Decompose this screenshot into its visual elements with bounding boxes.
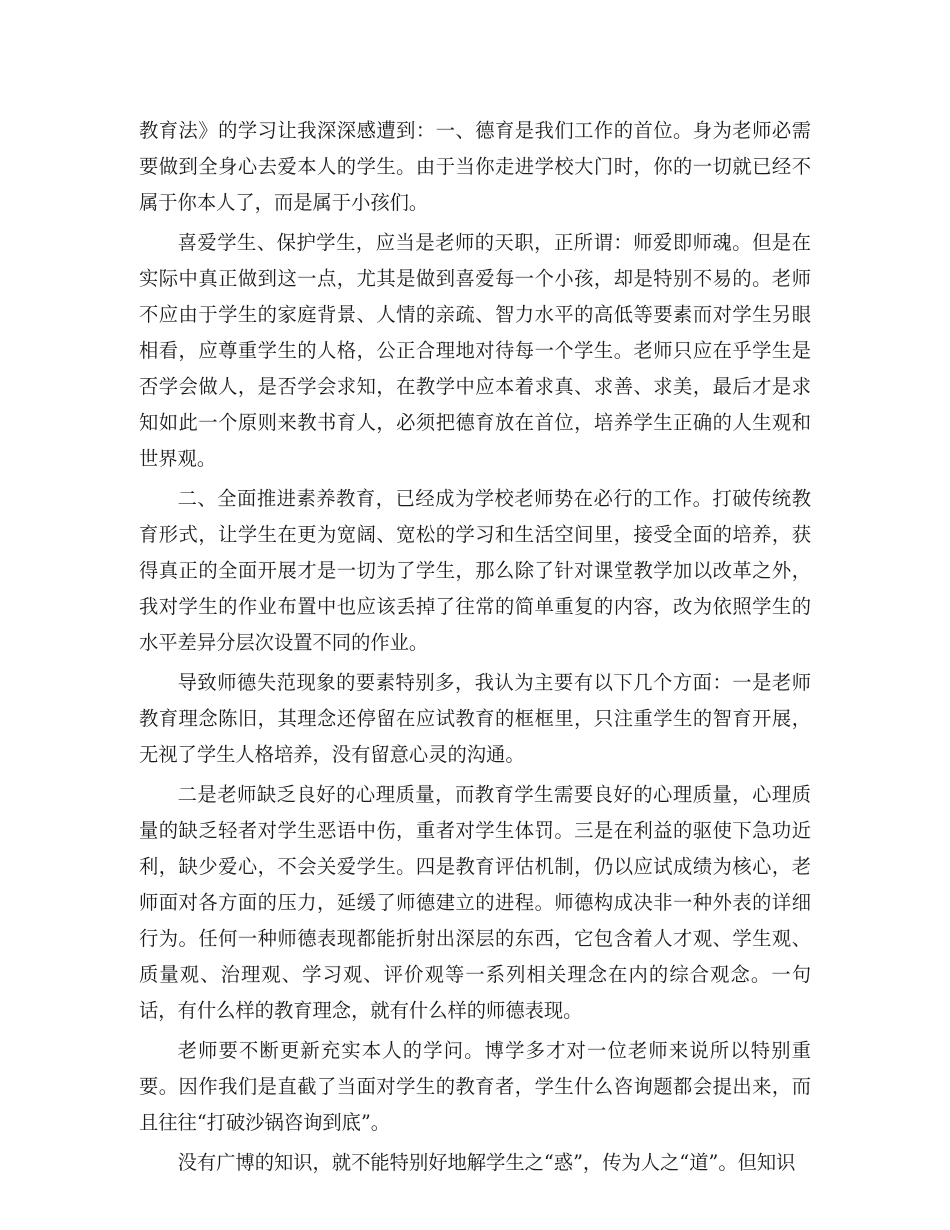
paragraph-3: 二、全面推进素养教育，已经成为学校老师势在必行的工作。打破传统教育形式，让学生在更为宽阔、宽松的学习和生活空间里，接受全面的培养，获得真正的全面开展才是一切为了学生，那么除了针对课堂教学加以改革之外，我对学生的作业布置中也应该丢掉了往常的简单重复的内容，改为依照学生的水平差异分层次设置不同的作业。 bbox=[139, 487, 811, 654]
paragraph-6: 老师要不断更新充实本人的学问。博学多才对一位老师来说所以特别重要。因作我们是直截了当面对学生的教育者，学生什么咨询题都会提出来，而且往往“打破沙锅咨询到底”。 bbox=[139, 1039, 811, 1134]
paragraph-2: 喜爱学生、保护学生，应当是老师的天职，正所谓：师爱即师魂。但是在实际中真正做到这一点，尤其是做到喜爱每一个小孩，却是特别不易的。老师不应由于学生的家庭背景、人情的亲疏、智力水平的高低等要素而对学生另眼相看，应尊重学生的人格，公正合理地对待每一个学生。老师只应在乎学生是否学会做人，是否学会求知，在教学中应本着求真、求善、求美，最后才是求知如此一个原则来教书育人，必须把德育放在首位，培养学生正确的人生观和世界观。 bbox=[139, 231, 811, 470]
document-body bbox=[139, 113, 811, 1185]
paragraph-4: 导致师德失范现象的要素特别多，我认为主要有以下几个方面：一是老师教育理念陈旧，其理念还停留在应试教育的框框里，只注重学生的智育开展，无视了学生人格培养，没有留意心灵的沟通。 bbox=[139, 671, 811, 766]
paragraph-5: 二是老师缺乏良好的心理质量，而教育学生需要良好的心理质量，心理质量的缺乏轻者对学生恶语中伤，重者对学生体罚。三是在利益的驱使下急功近利，缺少爱心，不会关爱学生。四是教育评估机制，仍以应试成绩为核心，老师面对各方面的压力，延缓了师德建立的进程。师德构成决非一种外表的详细行为。任何一种师德表现都能折射出深层的东西，它包含着人才观、学生观、质量观、治理观、学习观、评价观等一系列相关理念在内的综合观念。一句话，有什么样的教育理念，就有什么样的师德表现。 bbox=[139, 783, 811, 1022]
paragraph-7: 没有广博的知识，就不能特别好地解学生之“惑”，传为人之“道”。但知识 bbox=[177, 1151, 796, 1174]
paragraph-1: 教育法》的学习让我深深感遭到：一、德育是我们工作的首位。身为老师必需要做到全身心去爱本人的学生。由于当你走进学校大门时，你的一切就已经不属于你本人了，而是属于小孩们。 bbox=[139, 119, 811, 214]
